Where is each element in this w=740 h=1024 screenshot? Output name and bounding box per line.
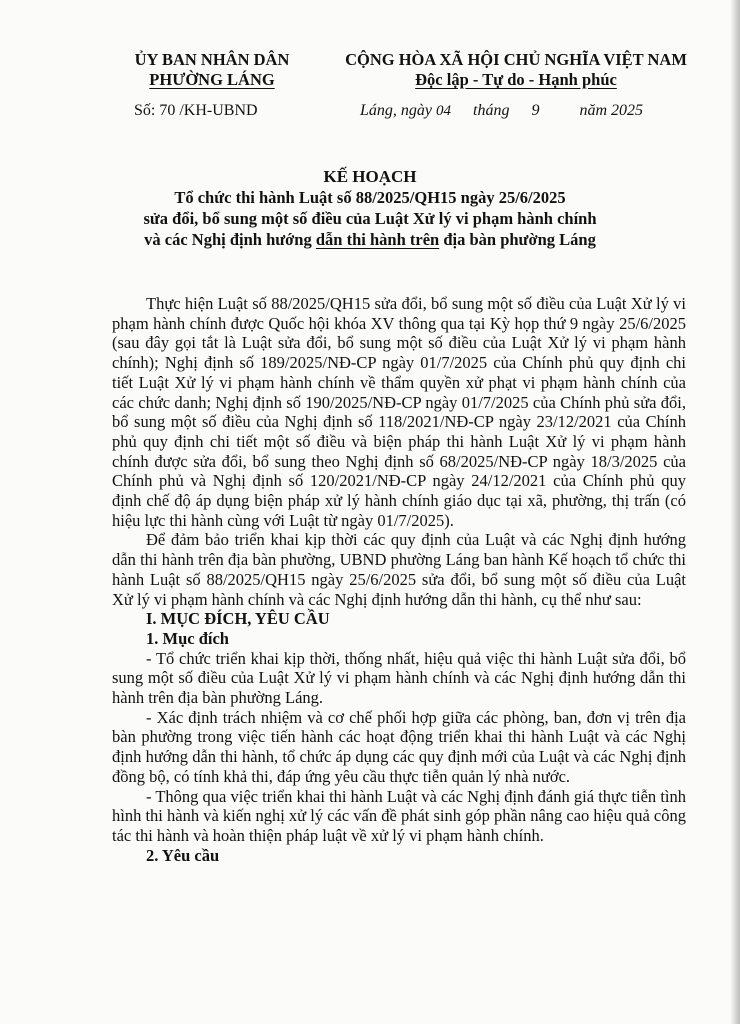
document-number: Số: 70 /KH-UBND bbox=[134, 102, 258, 119]
page-edge-shadow bbox=[730, 0, 740, 1024]
title-line3: sửa đổi, bổ sung một số điều của Luật Xử lý vi phạm hành chính bbox=[143, 209, 597, 228]
issuing-authority bbox=[112, 50, 312, 90]
bullet-1: - Tổ chức triển khai kịp thời, thống nhất, hiệu quả việc thi hành Luật sửa đổi, bổ sung một số điều của Luật Xử lý vi phạm hành chính và các Nghị định hướng dẫn thi hành trên địa bàn phường Láng. bbox=[112, 648, 686, 708]
motto: Độc lập - Tự do - Hạnh phúc bbox=[415, 70, 617, 89]
subsection-heading-1: 1. Mục đích bbox=[146, 628, 229, 648]
month-label: tháng bbox=[473, 102, 510, 119]
document-title bbox=[60, 166, 680, 250]
date-month: 9 bbox=[531, 102, 540, 119]
section-heading-1: I. MỤC ĐÍCH, YÊU CẦU bbox=[146, 609, 330, 629]
bullet-2: - Xác định trách nhiệm và cơ chế phối hợp giữa các phòng, ban, đơn vị trên địa bàn phường trong việc tiến hành các hoạt động triển khai thi hành Luật và các Nghị định hướng dẫn thi hành, tổ chức áp dụng các quy định mới của Luật và các Nghị định đồng bộ, có tính khả thi, đáp ứng yêu cầu thực tiễn quản lý nhà nước. bbox=[112, 707, 686, 786]
title-line2: Tổ chức thi hành Luật số 88/2025/QH15 ngày 25/6/2025 bbox=[174, 188, 566, 207]
date-prefix: Láng, ngày bbox=[360, 102, 432, 119]
paragraph-1: Thực hiện Luật số 88/2025/QH15 sửa đổi, bổ sung một số điều của Luật Xử lý vi phạm hành chính được Quốc hội khóa XV thông qua tại Kỳ họp thứ 9 ngày 25/6/2025 (sau đây gọi tắt là Luật sửa đổi, bổ sung một số điều của Luật Xử lý vi phạm hành chính); Nghị định số 189/2025/NĐ-CP ngày 01/7/2025 của Chính phủ quy định chi tiết Luật Xử lý vi phạm hành chính về thẩm quyền xử phạt vi phạm hành chính của các chức danh; Nghị định số 190/2025/NĐ-CP ngày 01/7/2025 của Chính phủ sửa đổi, bổ sung một số điều của Nghị định số 118/2021/NĐ-CP ngày 23/12/2021 của Chính phủ quy định chi tiết một số điều và biện pháp thi hành Luật Xử lý vi phạm hành chính được sửa đổi, bổ sung theo Nghị định số 68/2025/NĐ-CP ngày 18/3/2025 của Chính phủ và Nghị định số 120/2021/NĐ-CP ngày 24/12/2021 của Chính phủ quy định chế độ áp dụng biện pháp xử lý hành chính giáo dục tại xã, phường, thị trấn (có hiệu lực thi hành cùng với Luật từ ngày 01/7/2025). bbox=[112, 294, 686, 530]
authority-line1: ỦY BAN NHÂN DÂN bbox=[134, 50, 290, 69]
title-line4-prefix: và các Nghị định hướng bbox=[144, 230, 316, 249]
title-line4-suffix: địa bàn phường Láng bbox=[439, 230, 596, 249]
title-line4-underlined: dẫn thi hành trên bbox=[315, 230, 440, 249]
paragraph-2: Để đảm bảo triển khai kịp thời các quy định của Luật và các Nghị định hướng dẫn thi hành trên địa bàn phường, UBND phường Láng ban hành Kế hoạch tổ chức thi hành Luật số 88/2025/QH15 ngày 25/6/2025 sửa đổi, bổ sung một số điều của Luật Xử lý vi phạm hành chính và các Nghị định hướng dẫn thi hành, cụ thể như sau: bbox=[112, 530, 686, 609]
subsection-heading-2: 2. Yêu cầu bbox=[146, 845, 220, 865]
bullet-3: - Thông qua việc triển khai thi hành Luật và các Nghị định đánh giá thực tiễn tình hình thi hành và kiến nghị xử lý các vấn đề phát sinh góp phần nâng cao hiệu quả công tác thi hành và hoàn thiện pháp luật về xử lý vi phạm hành chính. bbox=[112, 786, 686, 845]
title-line4 bbox=[60, 229, 680, 250]
country-name: CỘNG HÒA XÃ HỘI CHỦ NGHĨA VIỆT NAM bbox=[345, 50, 687, 69]
year-label: năm 2025 bbox=[579, 102, 644, 119]
date-day: 04 bbox=[436, 103, 451, 119]
place-and-date bbox=[360, 102, 643, 120]
title-main: KẾ HOẠCH bbox=[323, 167, 417, 186]
national-motto bbox=[306, 50, 726, 90]
document-body bbox=[112, 294, 686, 865]
authority-line2: PHƯỜNG LÁNG bbox=[149, 70, 275, 89]
